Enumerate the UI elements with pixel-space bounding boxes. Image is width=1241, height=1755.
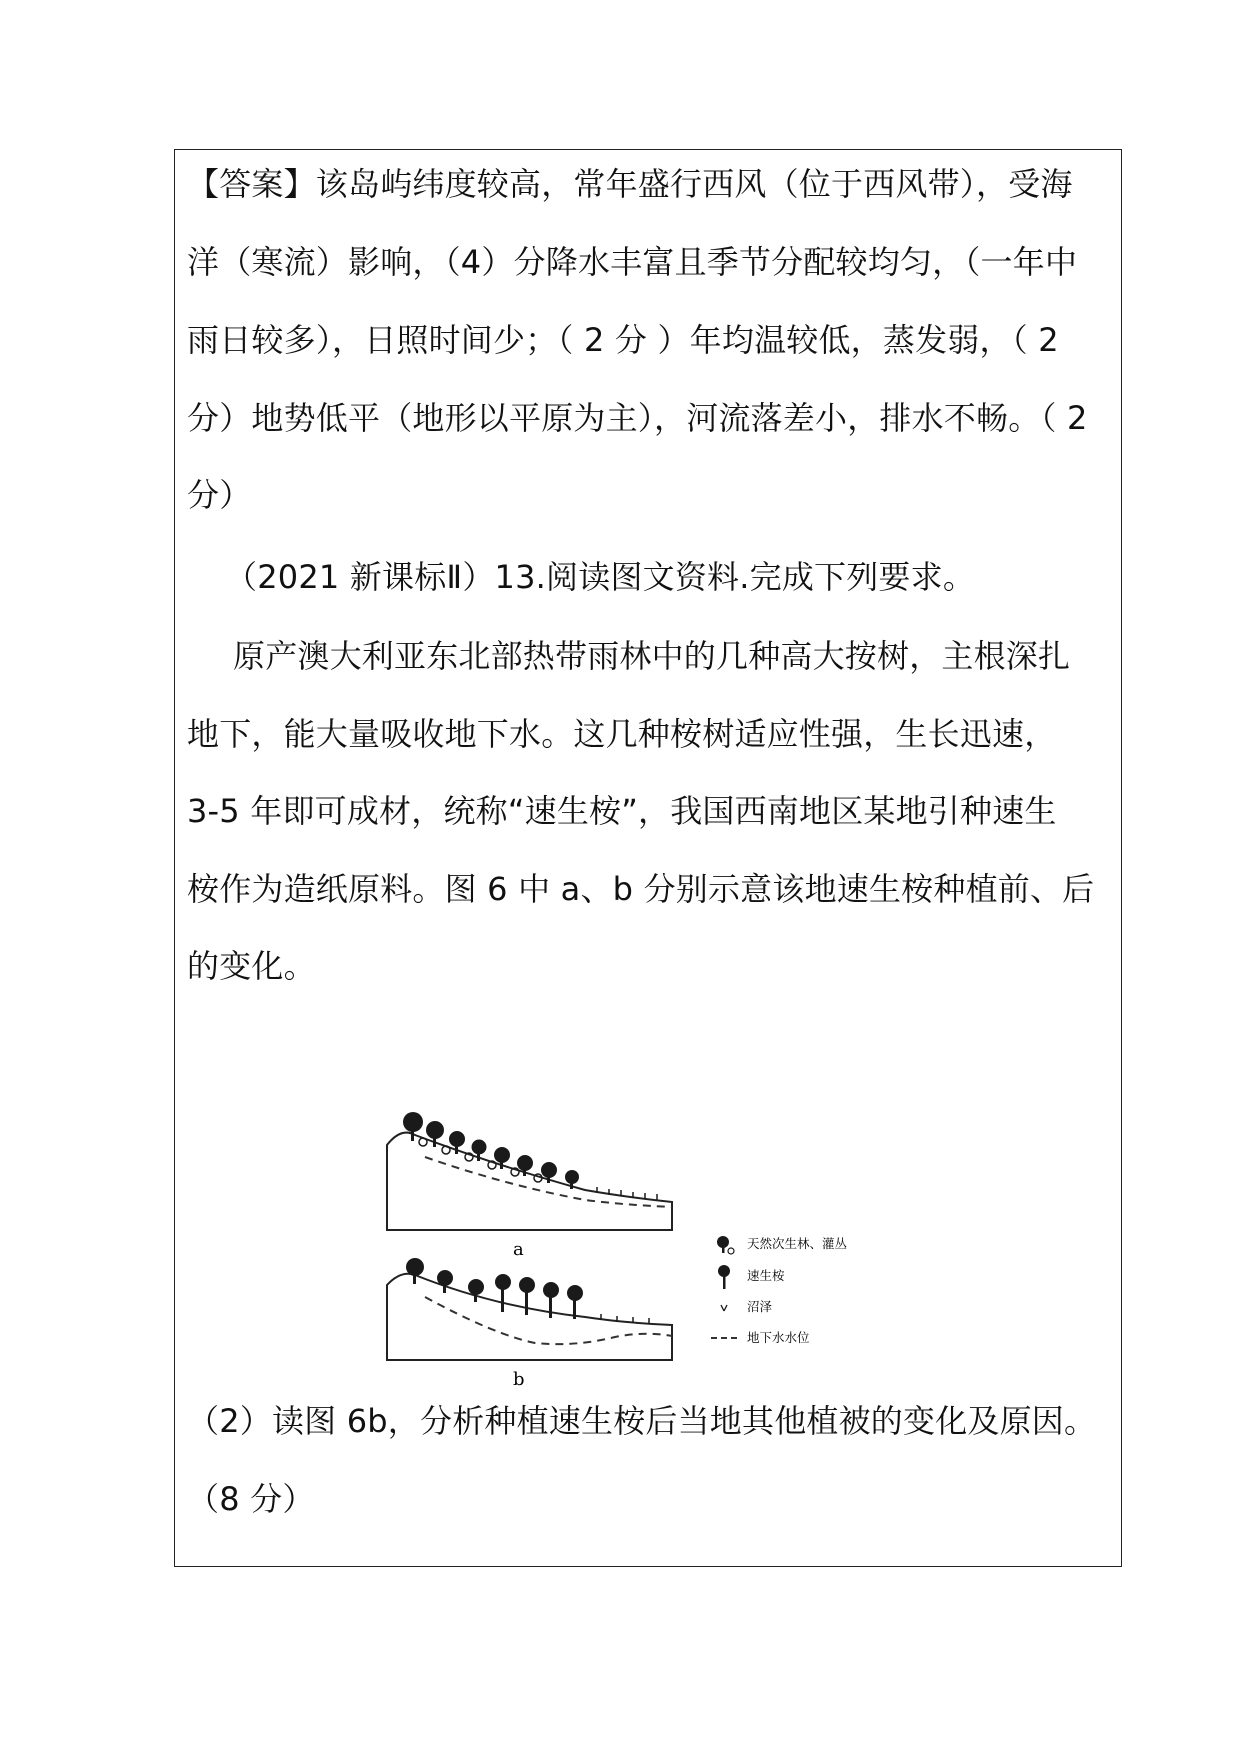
answer-line-5: 分） — [187, 476, 252, 514]
material-line-2: 地下，能大量吸收地下水。这几种桉树适应性强，生长迅速， — [187, 715, 1057, 753]
panel-b-diagram — [387, 1258, 672, 1390]
answer-question-box — [174, 149, 1122, 1567]
panel-a-label: a — [513, 1239, 524, 1260]
legend-label-eucalyptus: 速生桉 — [747, 1268, 785, 1283]
eucalyptus-tree-icon — [718, 1265, 730, 1289]
answer-line-1: 【答案】该岛屿纬度较高，常年盛行西风（位于西风带），受海 — [187, 165, 1073, 203]
material-line-1: 原产澳大利亚东北部热带雨林中的几种高大按树，主根深扎 — [233, 637, 1071, 675]
material-line-3: 3-5 年即可成材，统称“速生桉”，我国西南地区某地引种速生 — [187, 792, 1057, 830]
panel-a-diagram — [387, 1112, 672, 1260]
question-source: （2021 新课标Ⅱ）13.阅读图文资料.完成下列要求。 — [225, 558, 976, 596]
figure-6 — [375, 1085, 935, 1395]
legend-label-groundwater: 地下水水位 — [747, 1330, 810, 1345]
answer-line-2: 洋（寒流）影响，（4）分降水丰富且季节分配较均匀，（一年中 — [187, 243, 1078, 281]
figure-legend — [711, 1236, 847, 1345]
sub-question-line-1: （2）读图 6b，分析种植速生桉后当地其他植被的变化及原因。 — [187, 1402, 1097, 1440]
legend-label-marsh: 沼泽 — [747, 1299, 773, 1314]
material-line-4: 桉作为造纸原料。图 6 中 a、b 分别示意该地速生桉种植前、后 — [187, 870, 1095, 908]
panel-b-label: b — [513, 1369, 525, 1390]
answer-line-3: 雨日较多），日照时间少；（ 2 分 ）年均温较低，蒸发弱，（ 2 — [187, 321, 1059, 359]
legend-label-natural-forest: 天然次生林、灌丛 — [747, 1236, 848, 1251]
marsh-icon — [721, 1305, 727, 1311]
material-line-5: 的变化。 — [187, 947, 316, 985]
sub-question-line-2: （8 分） — [187, 1480, 315, 1518]
natural-forest-icon — [717, 1236, 734, 1254]
answer-line-4: 分）地势低平（地形以平原为主），河流落差小，排水不畅。（ 2 — [187, 399, 1088, 437]
